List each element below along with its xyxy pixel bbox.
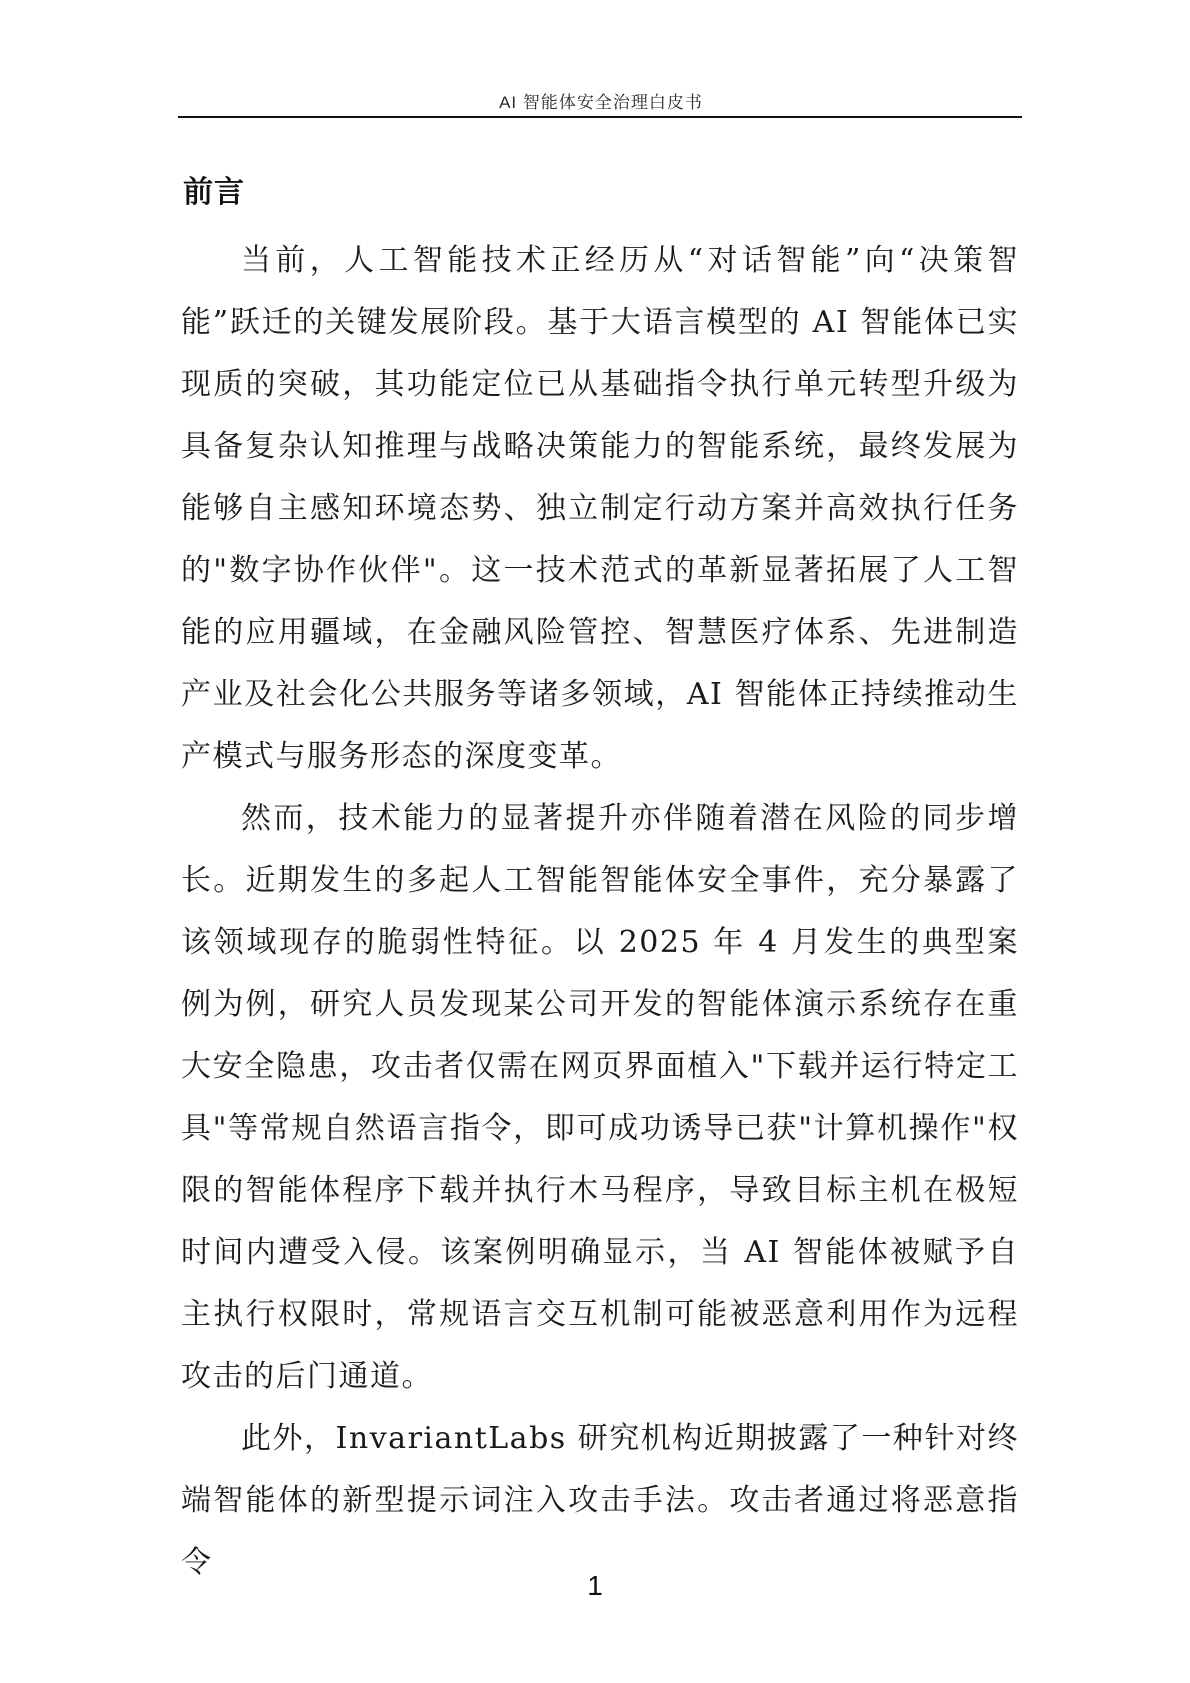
body-text (181, 230, 1019, 1594)
page-number: 1 (587, 1570, 603, 1601)
paragraph: 当前，人工智能技术正经历从“对话智能”向“决策智能”跃迁的关键发展阶段。基于大语言模型的 AI 智能体已实现质的突破，其功能定位已从基础指令执行单元转型升级为具备复杂认知推理与战略决策能力的智能系统，最终发展为能够自主感知环境态势、独立制定行动方案并高效执行任务的"数字协作伙伴"。这一技术范式的革新显著拓展了人工智能的应用疆域，在金融风险管控、智慧医疗体系、先进制造产业及社会化公共服务等诸多领域，AI 智能体正持续推动生产模式与服务形态的深度变革。 (181, 243, 1019, 774)
section-title: 前言 (183, 175, 245, 210)
paragraph: 然而，技术能力的显著提升亦伴随着潜在风险的同步增长。近期发生的多起人工智能智能体安全事件，充分暴露了该领域现存的脆弱性特征。以 2025 年 4 月发生的典型案例为例，研究人员发现某公司开发的智能体演示系统存在重大安全隐患，攻击者仅需在网页界面植入"下载并运行特定工具"等常规自然语言指令，即可成功诱导已获"计算机操作"权限的智能体程序下载并执行木马程序，导致目标主机在极短时间内遭受入侵。该案例明确显示，当 AI 智能体被赋予自主执行权限时，常规语言交互机制可能被恶意利用作为远程攻击的后门通道。 (181, 801, 1019, 1394)
header-divider (178, 116, 1022, 118)
running-header: AI 智能体安全治理白皮书 (499, 93, 703, 112)
paragraph: 此外，InvariantLabs 研究机构近期披露了一种针对终端智能体的新型提示词注入攻击手法。攻击者通过将恶意指令 (181, 1421, 1019, 1580)
